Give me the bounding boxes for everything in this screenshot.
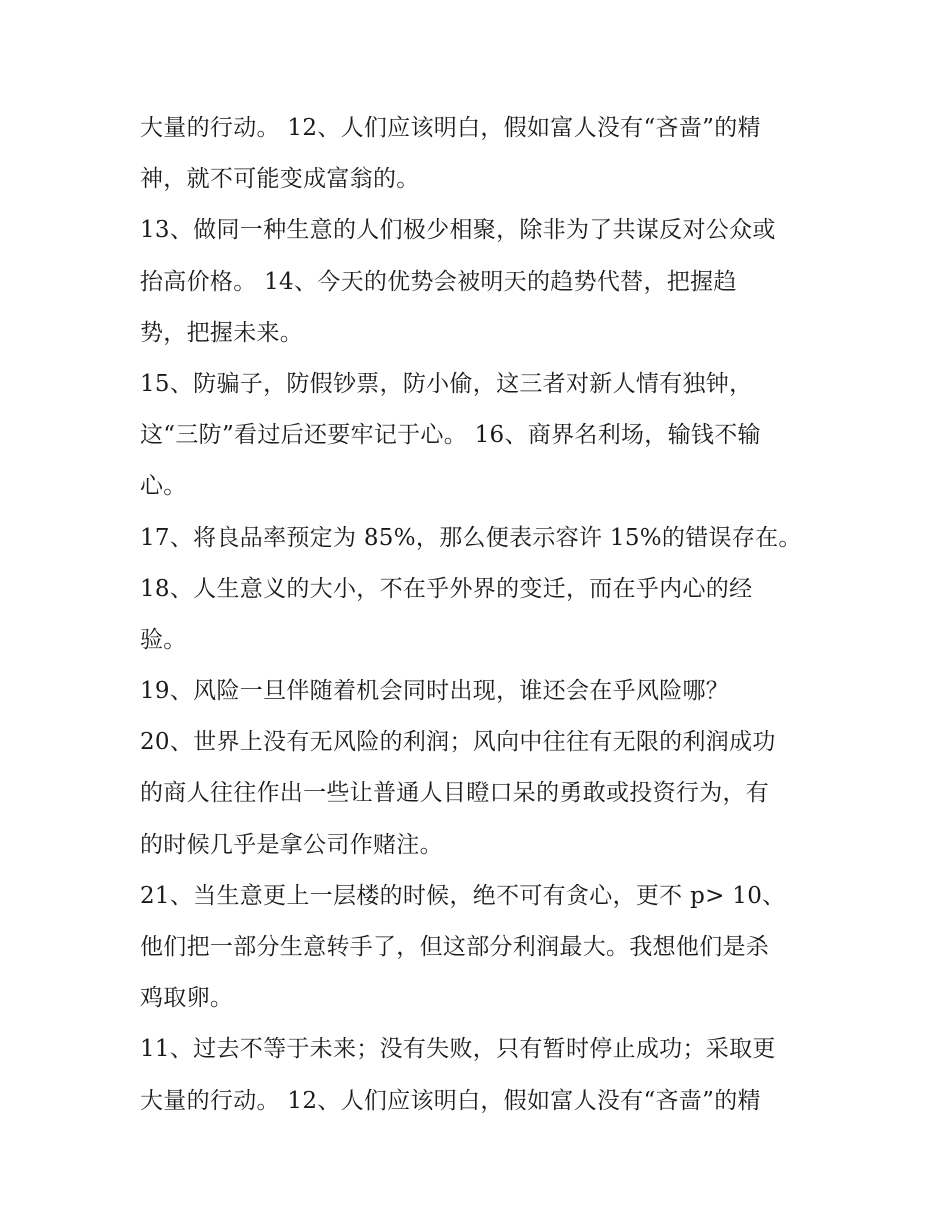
text-line: 17、将良品率预定为 85%，那么便表示容许 15%的错误存在。 <box>140 524 802 551</box>
text-line: 这“三防”看过后还要牢记于心。 16、商界名利场，输钱不输 <box>140 422 761 449</box>
text-line: 20、世界上没有无风险的利润；风向中往往有无限的利润成功 <box>140 729 776 756</box>
text-line: 的时候几乎是拿公司作赌注。 <box>140 831 443 858</box>
text-line: 抬高价格。 14、今天的优势会被明天的趋势代替，把握趋 <box>140 268 737 295</box>
text-line: 19、风险一旦伴随着机会同时出现，谁还会在乎风险哪？ <box>140 678 730 705</box>
text-line: 鸡取卵。 <box>140 985 234 1012</box>
text-line: 大量的行动。 12、人们应该明白，假如富人没有“吝啬”的精 <box>140 1087 761 1114</box>
text-line: 21、当生意更上一层楼的时候，绝不可有贪心，更不 p> 10、 <box>140 882 786 909</box>
text-line: 15、防骗子，防假钞票，防小偷，这三者对新人情有独钟， <box>140 370 753 397</box>
text-line: 13、做同一种生意的人们极少相聚，除非为了共谋反对公众或 <box>140 217 776 244</box>
text-line: 他们把一部分生意转手了，但这部分利润最大。我想他们是杀 <box>140 934 770 960</box>
document-body <box>140 103 820 1127</box>
text-line: 11、过去不等于未来；没有失败，只有暂时停止成功；采取更 <box>140 1036 776 1063</box>
text-line: 势，把握未来。 <box>140 319 304 346</box>
text-line: 18、人生意义的大小，不在乎外界的变迁，而在乎内心的经 <box>140 575 753 602</box>
text-line: 心。 <box>140 473 187 500</box>
text-line: 大量的行动。 12、人们应该明白，假如富人没有“吝啬”的精 <box>140 115 761 141</box>
text-line: 验。 <box>140 626 187 653</box>
text-line: 的商人往往作出一些让普通人目瞪口呆的勇敢或投资行为，有 <box>140 780 770 807</box>
text-line: 神，就不可能变成富翁的。 <box>140 166 420 193</box>
